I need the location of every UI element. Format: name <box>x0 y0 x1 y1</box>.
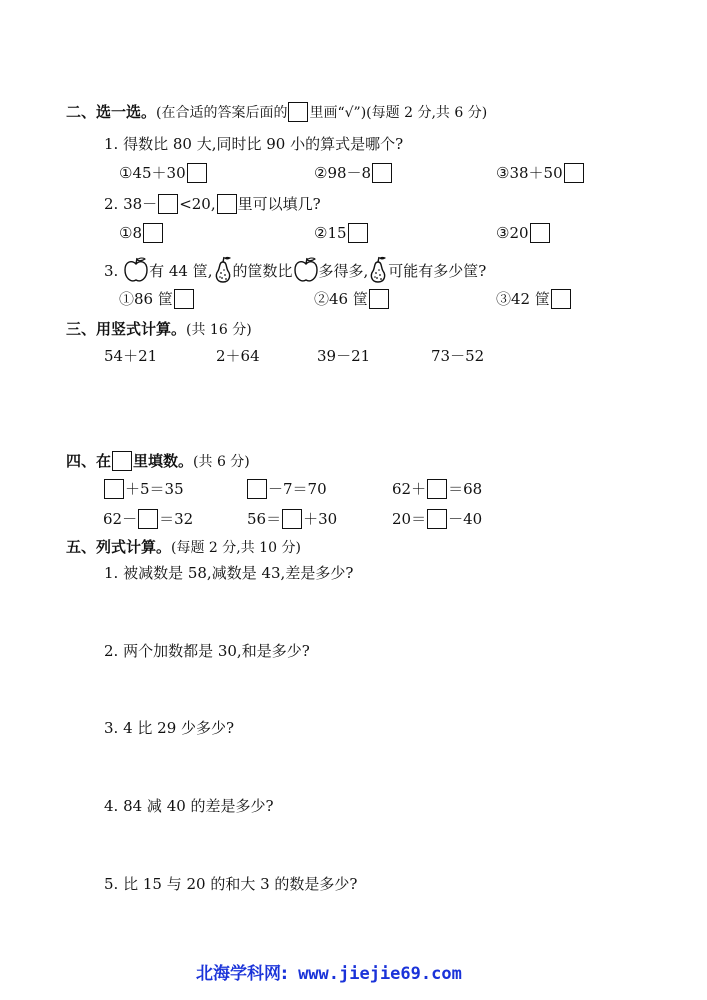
fill-box[interactable] <box>158 194 178 214</box>
apple-icon <box>123 256 149 284</box>
section-3-note: (共 16 分) <box>186 322 252 338</box>
option-2-2-a <box>119 222 164 244</box>
section-5-heading <box>66 536 301 559</box>
question-text: 得数比 80 大,同时比 90 小的算式是哪个? <box>123 135 404 153</box>
word-problem: 4. 84 减 40 的差是多少? <box>104 797 274 815</box>
fill-item-3 <box>392 478 482 500</box>
option-2-1-c <box>496 162 585 184</box>
fill-item-1 <box>103 478 184 500</box>
checkbox-box[interactable] <box>187 163 207 183</box>
option-label: ③38＋50 <box>496 164 563 182</box>
checkbox-box[interactable] <box>369 289 389 309</box>
section-4-title-a: 四、在 <box>66 452 112 470</box>
checkbox-box[interactable] <box>174 289 194 309</box>
footer-url[interactable]: www.jiejie69.com <box>298 964 462 984</box>
question-number: 3. <box>104 262 119 280</box>
option-label: ③20 <box>496 224 529 242</box>
fill-box[interactable] <box>282 509 302 529</box>
checkbox-box[interactable] <box>551 289 571 309</box>
fill-expr: ＋5＝35 <box>125 480 184 498</box>
fill-box[interactable] <box>247 479 267 499</box>
fill-box <box>217 194 237 214</box>
fill-expr-a: 56＝ <box>247 510 282 528</box>
calc-item: 54＋21 <box>104 347 158 365</box>
checkbox-box[interactable] <box>348 223 368 243</box>
fill-item-4 <box>103 508 193 530</box>
question-number: 2. <box>104 195 119 213</box>
option-label: ①86 筐 <box>119 290 173 308</box>
fill-box[interactable] <box>427 479 447 499</box>
section-4-note: (共 6 分) <box>193 454 250 470</box>
checkbox-box[interactable] <box>564 163 584 183</box>
question-text-d: 可能有多少筐? <box>388 262 487 280</box>
fill-box[interactable] <box>104 479 124 499</box>
word-problem: 5. 比 15 与 20 的和大 3 的数是多少? <box>104 875 358 893</box>
fill-expr-a: 62＋ <box>392 480 427 498</box>
answer-box <box>288 102 308 122</box>
calc-item: 2＋64 <box>216 347 260 365</box>
fill-expr-a: 20＝ <box>392 510 427 528</box>
section-2-heading <box>66 101 487 124</box>
section-2-title: 二、选一选。 <box>66 103 157 121</box>
fill-expr-b: ＝68 <box>448 480 483 498</box>
calc-item: 39－21 <box>317 347 371 365</box>
question-text-a: 有 44 筐, <box>149 262 213 280</box>
section-2-note-b: 里画“√”)(每题 2 分,共 6 分) <box>309 105 488 121</box>
option-2-3-c <box>496 288 572 310</box>
fill-item-6 <box>392 508 482 530</box>
fill-item-5 <box>247 508 337 530</box>
checkbox-box[interactable] <box>530 223 550 243</box>
question-text-b: 的筐数比 <box>232 262 293 280</box>
option-2-3-a <box>119 288 195 310</box>
option-label: ①8 <box>119 224 142 242</box>
option-2-1-a <box>119 162 208 184</box>
option-label: ③42 筐 <box>496 290 550 308</box>
option-2-2-b <box>314 222 369 244</box>
fill-expr-b: －40 <box>448 510 483 528</box>
word-problem: 2. 两个加数都是 30,和是多少? <box>104 642 310 660</box>
pear-icon <box>213 256 233 284</box>
question-2-1 <box>104 133 403 155</box>
option-2-1-b <box>314 162 393 184</box>
option-label: ②15 <box>314 224 347 242</box>
checkbox-box[interactable] <box>143 223 163 243</box>
footer-site-name: 北海学科网: <box>196 964 288 984</box>
question-number: 1. <box>104 135 119 153</box>
fill-item-2 <box>246 478 327 500</box>
fill-expr-b: ＋30 <box>303 510 338 528</box>
fill-box[interactable] <box>427 509 447 529</box>
question-text-b: <20, <box>179 195 216 213</box>
section-4-heading <box>66 450 250 473</box>
question-2-3 <box>104 256 486 285</box>
question-text-c: 里可以填几? <box>237 195 321 213</box>
option-2-3-b <box>314 288 390 310</box>
section-5-title: 五、列式计算。 <box>66 538 172 556</box>
question-text-c: 多得多, <box>318 262 369 280</box>
calc-item: 73－52 <box>431 347 485 365</box>
word-problem: 3. 4 比 29 少多少? <box>104 719 235 737</box>
apple-icon <box>293 256 319 284</box>
fill-expr-a: 62－ <box>103 510 138 528</box>
option-label: ②46 筐 <box>314 290 368 308</box>
section-3-heading <box>66 318 252 341</box>
section-5-note: (每题 2 分,共 10 分) <box>171 540 301 556</box>
word-problem: 1. 被减数是 58,减数是 43,差是多少? <box>104 564 354 582</box>
section-2-note-a: (在合适的答案后面的 <box>156 105 288 121</box>
question-text-a: 38－ <box>123 195 158 213</box>
option-label: ①45＋30 <box>119 164 186 182</box>
section-4-title-b: 里填数。 <box>133 452 194 470</box>
option-2-2-c <box>496 222 551 244</box>
pear-icon <box>368 256 388 284</box>
checkbox-box[interactable] <box>372 163 392 183</box>
option-label: ②98－8 <box>314 164 372 182</box>
fill-box[interactable] <box>138 509 158 529</box>
footer-watermark <box>196 963 462 985</box>
fill-expr-b: ＝32 <box>159 510 194 528</box>
fill-box <box>112 451 132 471</box>
fill-expr: －7＝70 <box>268 480 327 498</box>
question-2-2 <box>104 193 321 215</box>
section-3-title: 三、用竖式计算。 <box>66 320 187 338</box>
